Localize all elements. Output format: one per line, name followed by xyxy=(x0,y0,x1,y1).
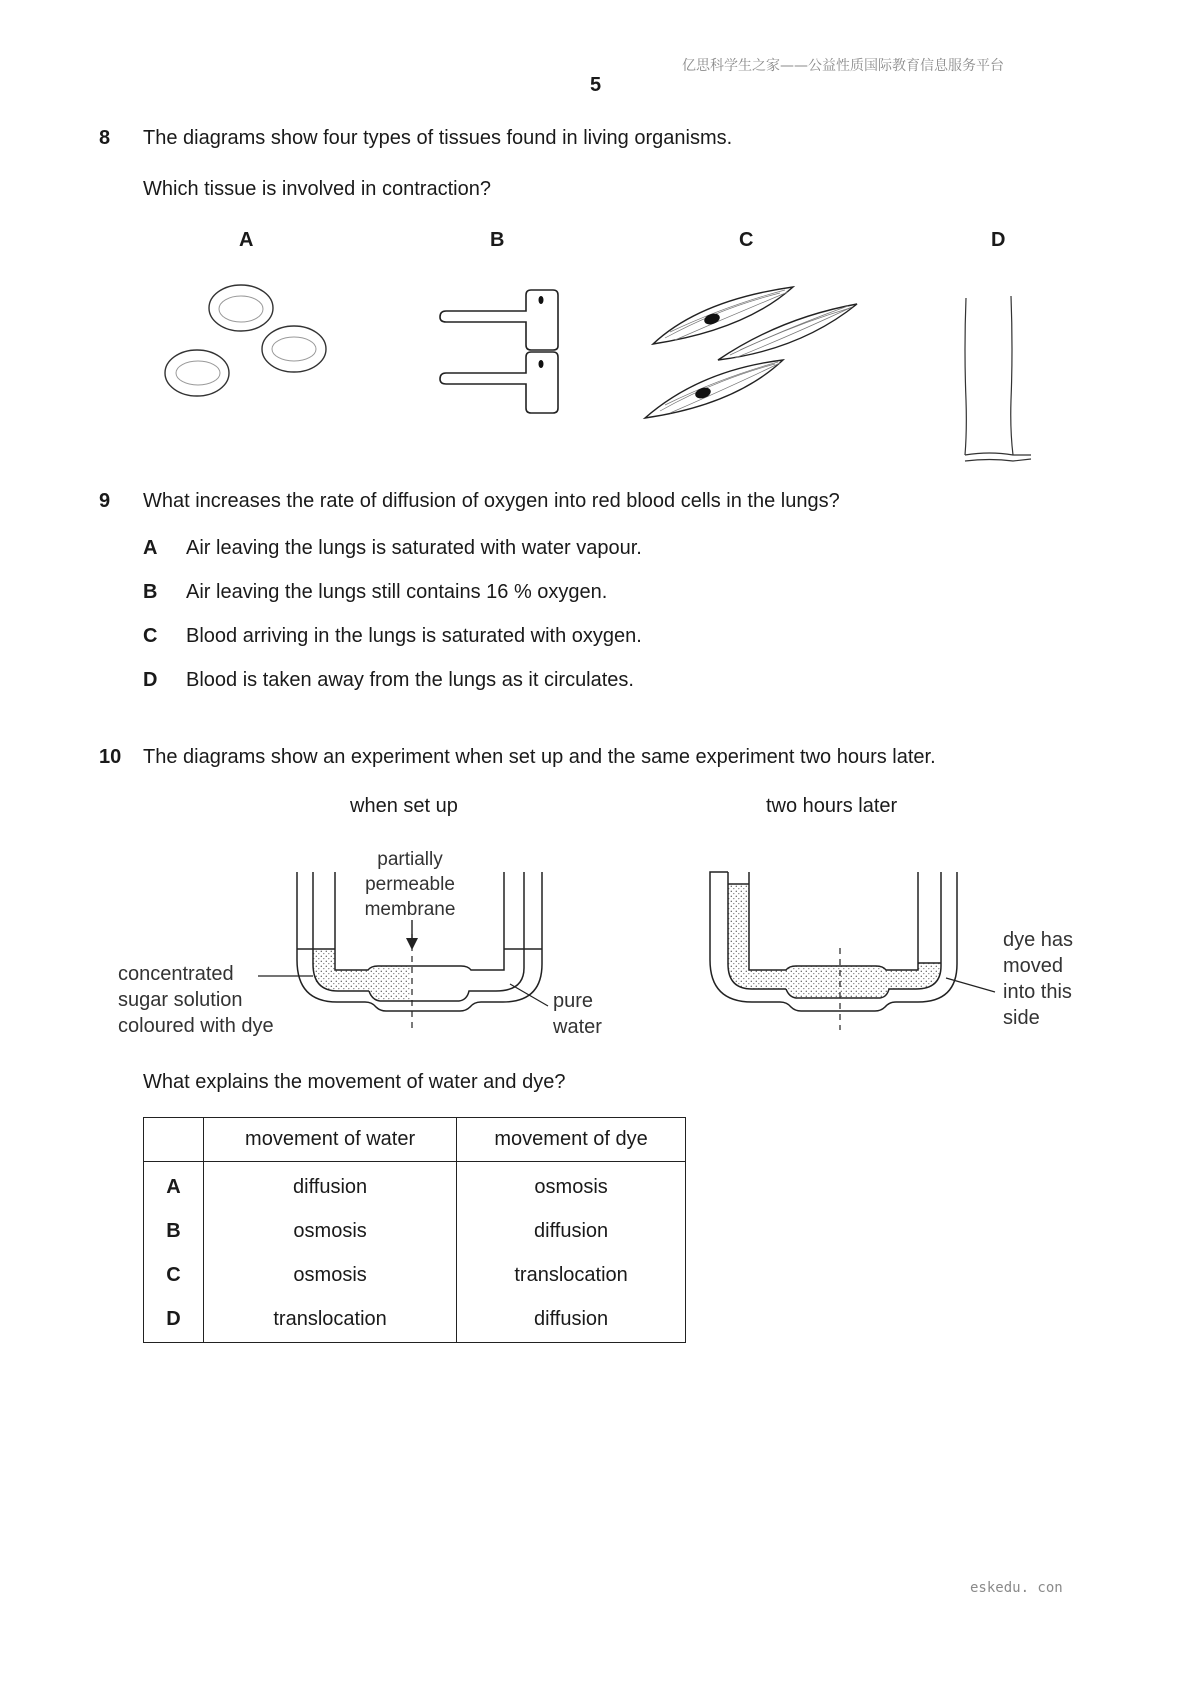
question-10-text: The diagrams show an experiment when set up and the same experiment two hours later. xyxy=(143,746,936,768)
tissue-label-a: A xyxy=(239,229,254,251)
q9-option-b-letter[interactable]: B xyxy=(143,581,158,603)
row-letter[interactable]: D xyxy=(144,1297,204,1343)
q9-option-a-letter[interactable]: A xyxy=(143,537,158,559)
table-header-blank xyxy=(144,1118,204,1162)
pure-water-label: pure water xyxy=(553,990,602,1038)
question-9-text: What increases the rate of diffusion of oxygen into red blood cells in the lungs? xyxy=(143,490,840,512)
row-dye: osmosis xyxy=(457,1162,686,1210)
table-row[interactable] xyxy=(144,1253,686,1297)
row-dye: diffusion xyxy=(457,1209,686,1253)
question-8-text: The diagrams show four types of tissues found in living organisms. xyxy=(143,127,733,149)
table-header-water: movement of water xyxy=(204,1118,457,1162)
tissue-label-d: D xyxy=(991,229,1006,251)
u-tube-set-up xyxy=(258,872,548,1030)
q9-option-a-text: Air leaving the lungs is saturated with water vapour. xyxy=(186,537,642,559)
row-letter[interactable]: C xyxy=(144,1253,204,1297)
membrane-label: partially permeable membrane xyxy=(364,849,456,920)
table-header-dye: movement of dye xyxy=(457,1118,686,1162)
answer-table xyxy=(143,1117,686,1343)
table-row[interactable] xyxy=(144,1209,686,1253)
q9-option-c-letter[interactable]: C xyxy=(143,625,158,647)
table-row[interactable] xyxy=(144,1297,686,1343)
row-dye: diffusion xyxy=(457,1297,686,1343)
row-dye: translocation xyxy=(457,1253,686,1297)
row-letter[interactable]: A xyxy=(144,1162,204,1210)
q9-option-b-text: Air leaving the lungs still contains 16 % oxygen. xyxy=(186,581,608,603)
question-10-number: 10 xyxy=(99,746,122,768)
page-number: 5 xyxy=(590,74,602,96)
q9-option-c-text: Blood arriving in the lungs is saturated with oxygen. xyxy=(186,625,642,647)
footer-site: eskedu. con xyxy=(970,1580,1063,1596)
table-header-row xyxy=(144,1118,686,1162)
question-10-prompt: What explains the movement of water and dye? xyxy=(143,1071,566,1093)
tissue-label-c: C xyxy=(739,229,754,251)
u-tube-two-hours-later xyxy=(710,872,995,1030)
q9-option-d-text: Blood is taken away from the lungs as it circulates. xyxy=(186,669,634,691)
question-8-number: 8 xyxy=(99,127,111,149)
row-letter[interactable]: B xyxy=(144,1209,204,1253)
caption-when-set-up: when set up xyxy=(350,795,458,817)
dye-moved-label: dye has moved into this side xyxy=(1003,929,1074,1029)
sugar-solution-label: concentrated sugar solution coloured with dye xyxy=(118,963,274,1037)
header-watermark: 亿思科学生之家——公益性质国际教育信息服务平台 xyxy=(682,58,1004,74)
question-9-number: 9 xyxy=(99,490,111,512)
row-water: osmosis xyxy=(204,1209,457,1253)
tissue-label-b: B xyxy=(490,229,505,251)
question-8-prompt: Which tissue is involved in contraction? xyxy=(143,178,491,200)
caption-two-hours-later: two hours later xyxy=(766,795,898,817)
row-water: translocation xyxy=(204,1297,457,1343)
table-row[interactable] xyxy=(144,1162,686,1210)
row-water: osmosis xyxy=(204,1253,457,1297)
q9-option-d-letter[interactable]: D xyxy=(143,669,158,691)
row-water: diffusion xyxy=(204,1162,457,1210)
